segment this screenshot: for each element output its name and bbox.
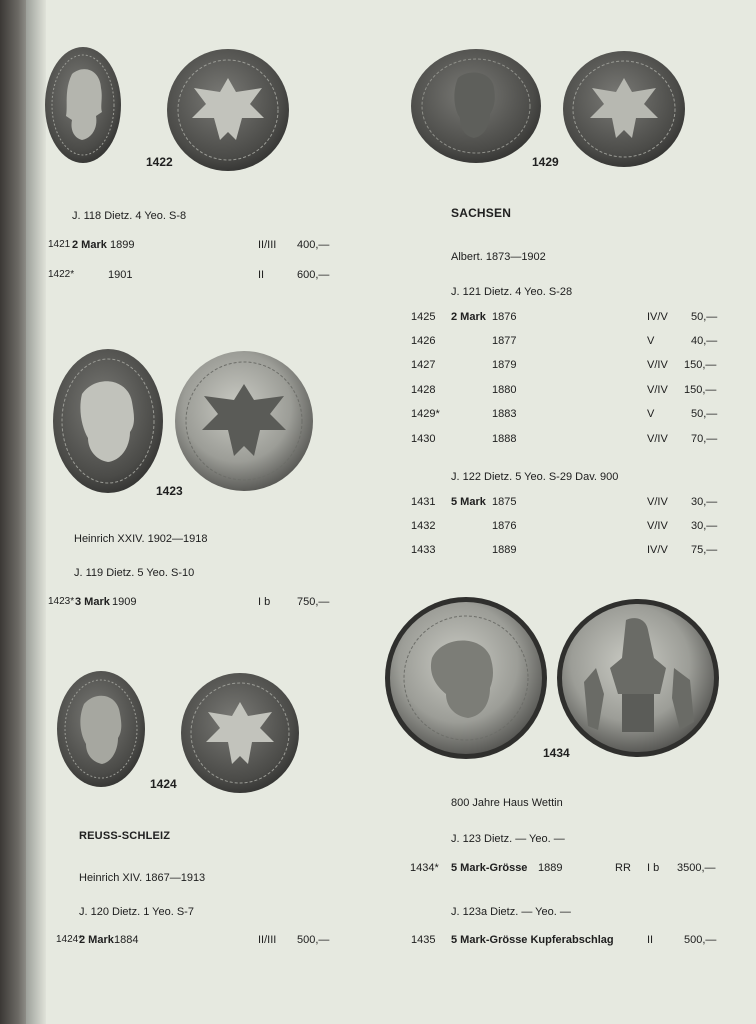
coin-1423-reverse-eagle bbox=[174, 350, 314, 492]
reference-j121: J. 121 Dietz. 4 Yeo. S-28 bbox=[451, 286, 573, 298]
year: 1899 bbox=[110, 239, 135, 251]
grade: V/IV bbox=[647, 384, 668, 396]
lot-number: 1434* bbox=[410, 862, 439, 874]
lot-number: 1425 bbox=[411, 311, 436, 323]
price: 30,— bbox=[691, 520, 718, 532]
coin-1423-obverse-portrait bbox=[52, 348, 164, 494]
lot-number: 1426 bbox=[411, 335, 436, 347]
reference-j123a: J. 123a Dietz. — Yeo. — bbox=[451, 906, 571, 918]
price: 500,— bbox=[297, 934, 330, 946]
year: 1883 bbox=[492, 408, 517, 420]
price: 150,— bbox=[684, 359, 717, 371]
year: 1889 bbox=[538, 862, 563, 874]
grade: IV/V bbox=[647, 544, 668, 556]
denomination: 2 Mark bbox=[451, 311, 486, 323]
state-heading-reuss-schleiz: REUSS-SCHLEIZ bbox=[79, 830, 171, 842]
ruler-heinrich-xxiv: Heinrich XXIV. 1902—1918 bbox=[74, 533, 208, 545]
grade: I b bbox=[647, 862, 660, 874]
grade: I b bbox=[258, 596, 271, 608]
price: 500,— bbox=[684, 934, 717, 946]
price: 150,— bbox=[684, 384, 717, 396]
grade: II/III bbox=[258, 934, 277, 946]
lot-number: 1424* bbox=[56, 934, 83, 945]
year: 1876 bbox=[492, 311, 517, 323]
lot-number: 1435 bbox=[411, 934, 436, 946]
ruler-heinrich-xiv: Heinrich XIV. 1867—1913 bbox=[79, 872, 206, 884]
coin-label-1422: 1422 bbox=[146, 155, 173, 169]
grade: II/III bbox=[258, 239, 277, 251]
ruler-albert: Albert. 1873—1902 bbox=[451, 251, 546, 263]
coin-1422-obverse-portrait bbox=[44, 46, 122, 164]
denomination: 2 Mark bbox=[79, 934, 114, 946]
year: 1888 bbox=[492, 433, 517, 445]
grade: II bbox=[647, 934, 654, 946]
year: 1875 bbox=[492, 496, 517, 508]
price: 50,— bbox=[691, 408, 718, 420]
grade: V bbox=[647, 408, 655, 420]
lot-number: 1432 bbox=[411, 520, 436, 532]
grade: V bbox=[647, 335, 655, 347]
coin-1429-obverse-portrait bbox=[410, 48, 542, 164]
reference-j119: J. 119 Dietz. 5 Yeo. S-10 bbox=[74, 567, 195, 579]
coin-label-1423: 1423 bbox=[156, 484, 183, 498]
coin-1434-reverse-allegory bbox=[556, 598, 720, 758]
price: 750,— bbox=[297, 596, 330, 608]
price: 400,— bbox=[297, 239, 330, 251]
lot-number: 1433 bbox=[411, 544, 436, 556]
price: 30,— bbox=[691, 496, 718, 508]
book-spine-edge bbox=[0, 0, 26, 1024]
denomination: 5 Mark bbox=[451, 496, 486, 508]
coin-1422-reverse-eagle bbox=[166, 48, 290, 172]
price: 75,— bbox=[691, 544, 718, 556]
year: 1880 bbox=[492, 384, 517, 396]
price: 3500,— bbox=[677, 862, 716, 874]
year: 1877 bbox=[492, 335, 517, 347]
lot-number: 1431 bbox=[411, 496, 436, 508]
reference-j123: J. 123 Dietz. — Yeo. — bbox=[451, 833, 565, 845]
lot-number: 1427 bbox=[411, 359, 436, 371]
lot-number: 1429* bbox=[411, 408, 440, 420]
grade: II bbox=[258, 269, 265, 281]
lot-number: 1422* bbox=[48, 269, 75, 280]
lot-number: 1421 bbox=[48, 239, 71, 250]
year: 1884 bbox=[114, 934, 139, 946]
rarity: RR bbox=[615, 862, 631, 874]
reference-j120: J. 120 Dietz. 1 Yeo. S-7 bbox=[79, 906, 194, 918]
reference-j118: J. 118 Dietz. 4 Yeo. S-8 bbox=[72, 210, 187, 222]
coin-1424-reverse-eagle bbox=[180, 672, 300, 794]
grade: V/IV bbox=[647, 359, 668, 371]
year: 1879 bbox=[492, 359, 517, 371]
lot-number: 1428 bbox=[411, 384, 436, 396]
denomination: 3 Mark bbox=[75, 596, 110, 608]
coin-label-1429: 1429 bbox=[532, 155, 559, 169]
price: 40,— bbox=[691, 335, 718, 347]
coin-label-1434: 1434 bbox=[543, 746, 570, 760]
coin-label-1424: 1424 bbox=[150, 777, 177, 791]
coin-1434-obverse-portrait bbox=[384, 596, 548, 760]
year: 1876 bbox=[492, 520, 517, 532]
price: 600,— bbox=[297, 269, 330, 281]
denomination: 5 Mark-Grösse bbox=[451, 862, 528, 874]
grade: IV/V bbox=[647, 311, 668, 323]
page-gutter-shadow bbox=[26, 0, 46, 1024]
denomination: 2 Mark bbox=[72, 239, 107, 251]
state-heading-sachsen: SACHSEN bbox=[451, 206, 512, 220]
year: 1909 bbox=[112, 596, 137, 608]
event-800-jahre-haus-wettin: 800 Jahre Haus Wettin bbox=[451, 797, 563, 809]
year: 1889 bbox=[492, 544, 517, 556]
price: 70,— bbox=[691, 433, 718, 445]
lot-number: 1430 bbox=[411, 433, 436, 445]
grade: V/IV bbox=[647, 496, 668, 508]
price: 50,— bbox=[691, 311, 718, 323]
reference-j122: J. 122 Dietz. 5 Yeo. S-29 Dav. 900 bbox=[451, 471, 619, 483]
denomination: 5 Mark-Grösse Kupferabschlag bbox=[451, 934, 614, 946]
coin-1424-obverse-portrait bbox=[56, 670, 146, 788]
lot-number: 1423* bbox=[48, 596, 75, 607]
grade: V/IV bbox=[647, 433, 668, 445]
year: 1901 bbox=[108, 269, 133, 281]
grade: V/IV bbox=[647, 520, 668, 532]
coin-1429-reverse-eagle bbox=[562, 50, 686, 168]
